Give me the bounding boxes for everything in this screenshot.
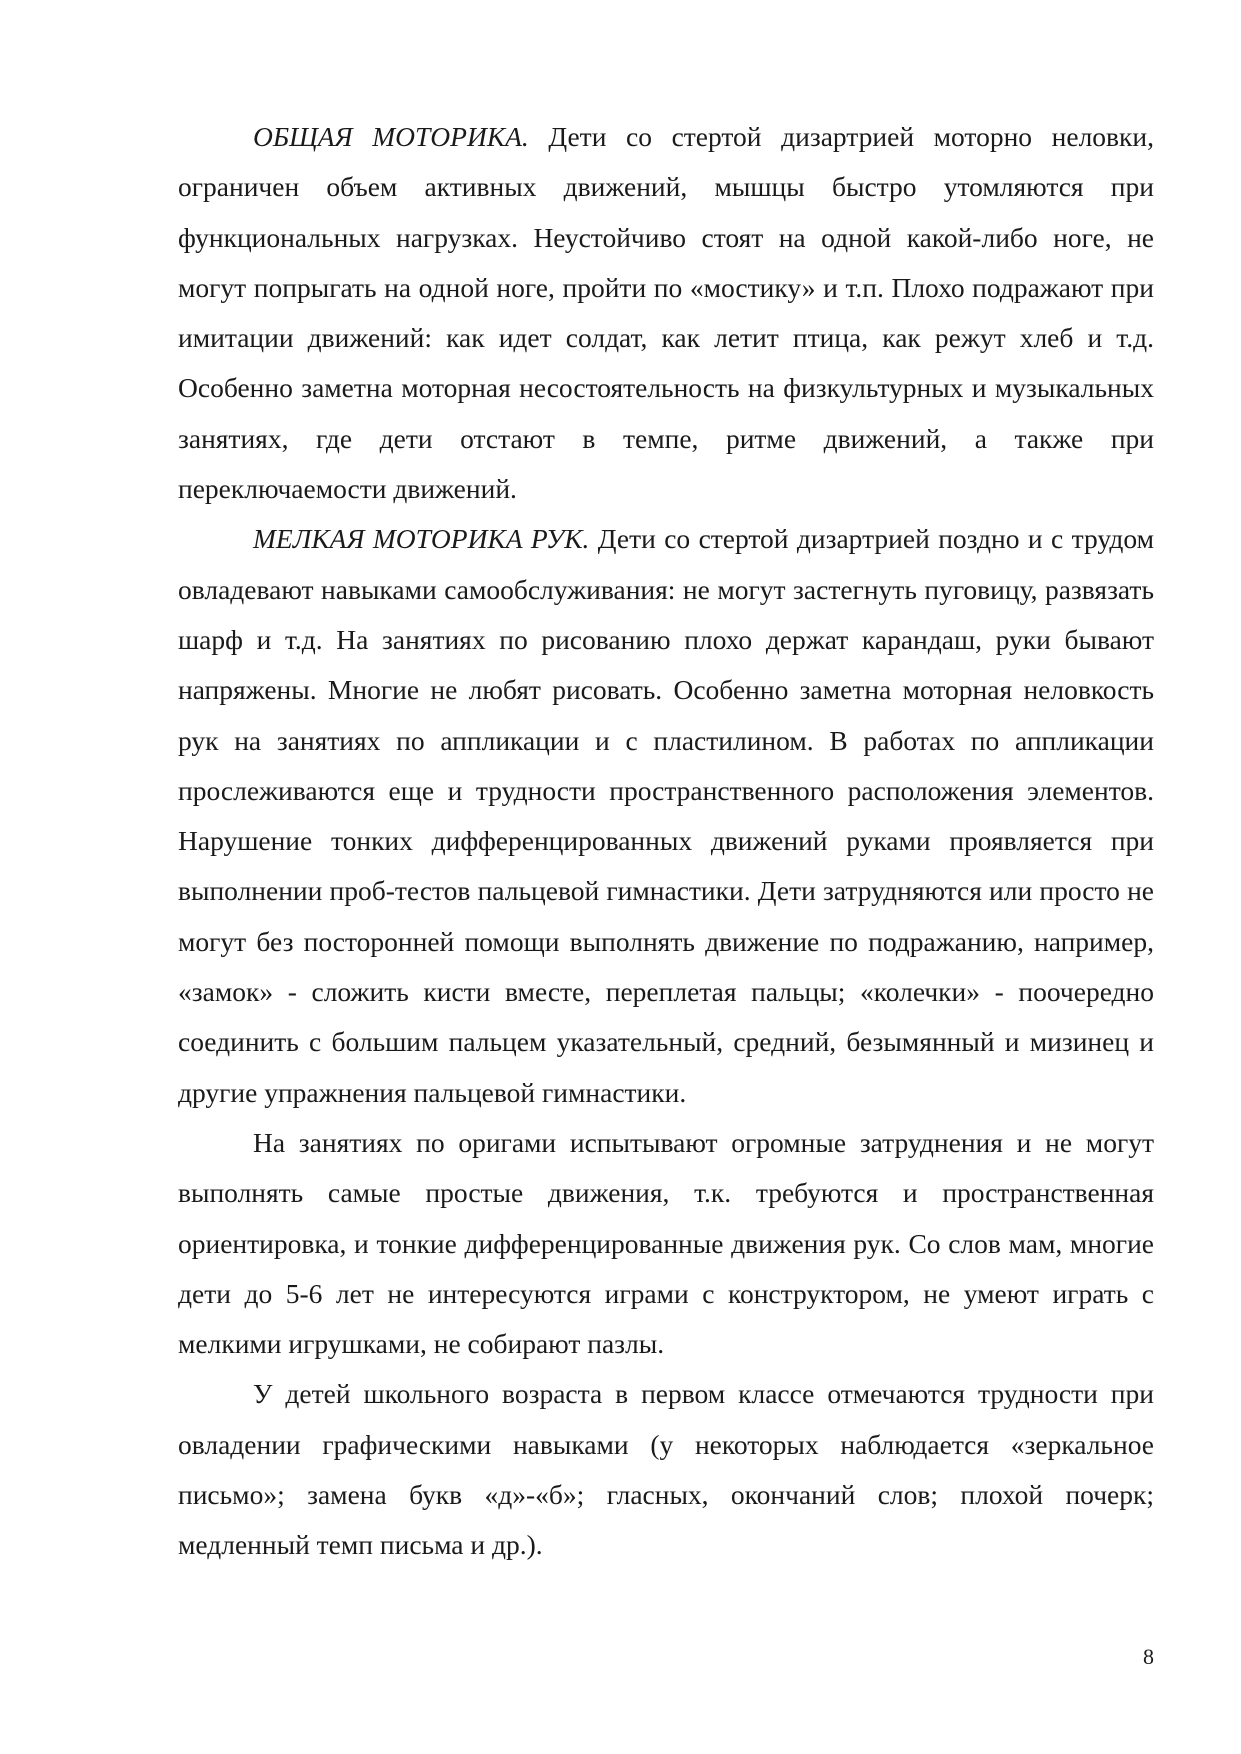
section-heading-general-motor: ОБЩАЯ МОТОРИКА. bbox=[253, 121, 529, 152]
paragraph-text: На занятиях по оригами испытывают огромные затруднения и не могут выполнять самые простые движения, т.к. требуются и пространственная ориентировка, и тонкие дифференцированные движения рук. Со слов мам, многие дети до 5-6 лет не интересуются играми с конструктором, не умеют играть с мелкими игрушками, не собирают пазлы. bbox=[178, 1126, 1154, 1360]
paragraph-origami bbox=[178, 1118, 1154, 1369]
paragraph-fine-motor bbox=[178, 514, 1154, 1118]
paragraph-general-motor bbox=[178, 112, 1154, 514]
paragraph-text: Дети со стертой дизартрией моторно неловки, ограничен объем активных движений, мышцы быстро утомляются при функциональных нагрузках. Неустойчиво стоят на одной какой-либо ноге, не могут попрыгать на одной ноге, пройти по «мостику» и т.п. Плохо подражают при имитации движений: как идет солдат, как летит птица, как режут хлеб и т.д. Особенно заметна моторная несостоятельность на физкультурных и музыкальных занятиях, где дети отстают в темпе, ритме движений, а также при переключаемости движений. bbox=[178, 121, 1154, 505]
page-number: 8 bbox=[1143, 1644, 1154, 1669]
paragraph-text: У детей школьного возраста в первом классе отмечаются трудности при овладении графическими навыками (у некоторых наблюдается «зеркальное письмо»; замена букв «д»-«б»; гласных, окончаний слов; плохой почерк; медленный темп письма и др.). bbox=[178, 1378, 1154, 1561]
body-text bbox=[178, 112, 1154, 1571]
section-heading-fine-motor: МЕЛКАЯ МОТОРИКА РУК. bbox=[253, 523, 590, 555]
paragraph-school-age bbox=[178, 1369, 1154, 1570]
paragraph-text: Дети со стертой дизартрией поздно и с трудом овладевают навыками самообслуживания: не могут застегнуть пуговицу, развязать шарф и т.д. На занятиях по рисованию плохо держат карандаш, руки бывают напряжены. Многие не любят рисовать. Особенно заметна моторная неловкость рук на занятиях по аппликации и с пластилином. В работах по аппликации прослеживаются еще и трудности пространственного расположения элементов. Нарушение тонких дифференцированных движений руками проявляется при выполнении проб-тестов пальцевой гимнастики. Дети затрудняются или просто не могут без посторонней помощи выполнять движение по подражанию, например, «замок» - сложить кисти вместе, переплетая пальцы; «колечки» - поочередно соединить с большим пальцем указательный, средний, безымянный и мизинец и другие упражнения пальцевой гимнастики. bbox=[178, 523, 1154, 1108]
